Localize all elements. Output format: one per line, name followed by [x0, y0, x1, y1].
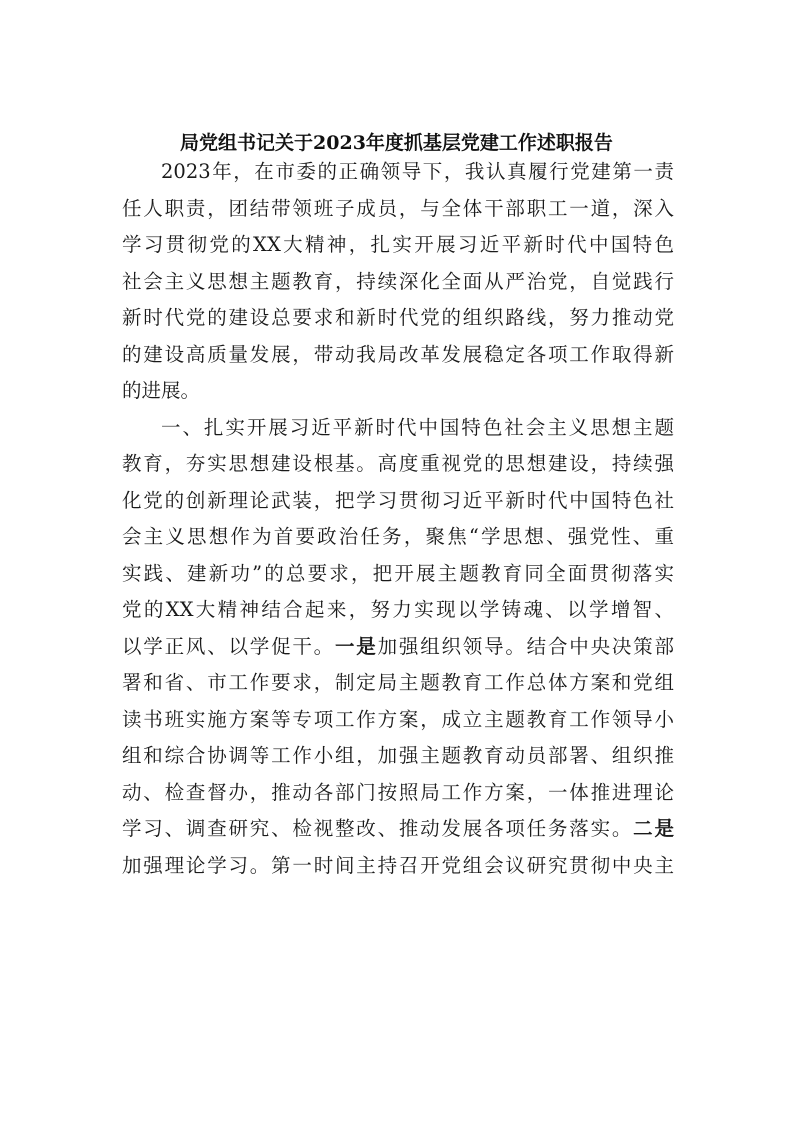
paragraph-1-line-2: 任人职责，团结带领班子成员，与全体干部职工一道，深入 [122, 196, 674, 220]
paragraph-2-line-5: 实践、建新功”的总要求，把开展主题教育同全面贯彻落实 [122, 561, 674, 585]
paragraph-2-line-7 [122, 629, 674, 666]
bold-marker-yishi: 一是 [334, 634, 378, 658]
paragraph-1-line-7: 的进展。 [122, 379, 201, 402]
bold-marker-ershi: 二是 [633, 817, 674, 840]
line-text-pre: 以学正风、以学促干。 [122, 634, 335, 658]
paragraph-1-line-1: 2023年，在市委的正确领导下，我认真履行党建第一责 [161, 160, 674, 183]
paragraph-2-line-4: 会主义思想作为首要政治任务，聚焦“学思想、强党性、重 [122, 525, 674, 548]
paragraph-2-line-11: 动、检查督办，推动各部门按照局工作方案，一体推进理论 [122, 780, 674, 804]
paragraph-2-line-8: 署和省、市工作要求，制定局主题教育工作总体方案和党组 [122, 671, 674, 694]
paragraph-2-line-1: 一、扎实开展习近平新时代中国特色社会主义思想主题 [161, 415, 674, 439]
paragraph-2-line-6: 党的XX大精神结合起来，努力实现以学铸魂、以学增智、 [122, 598, 674, 621]
line-text-post: 加强组织领导。结合中央决策部 [377, 634, 674, 658]
line-text-pre: 学习、调查研究、检视整改、推动发展各项任务落实。 [122, 817, 634, 840]
document-body [122, 154, 674, 884]
paragraph-2-line-12 [122, 811, 674, 848]
paragraph-2-line-2: 教育，夯实思想建设根基。高度重视党的思想建设，持续强 [122, 452, 674, 475]
paragraph-1-line-5: 新时代党的建设总要求和新时代党的组织路线，努力推动党 [122, 306, 674, 329]
paragraph-1-line-6: 的建设高质量发展，带动我局改革发展稳定各项工作取得新 [122, 342, 674, 366]
paragraph-2-line-13: 加强理论学习。第一时间主持召开党组会议研究贯彻中央主 [122, 853, 674, 877]
paragraph-2-line-3: 化党的创新理论武装，把学习贯彻习近平新时代中国特色社 [122, 488, 674, 512]
paragraph-1-line-4: 社会主义思想主题教育，持续深化全面从严治党，自觉践行 [122, 269, 674, 293]
paragraph-2-line-10: 组和综合协调等工作小组，加强主题教育动员部署、组织推 [122, 744, 674, 767]
document-title: 局党组书记关于2023年度抓基层党建工作述职报告 [180, 132, 613, 154]
paragraph-1-line-3: 学习贯彻党的XX大精神，扎实开展习近平新时代中国特色 [122, 233, 674, 256]
paragraph-2-line-9: 读书班实施方案等专项工作方案，成立主题教育工作领导小 [122, 707, 674, 731]
